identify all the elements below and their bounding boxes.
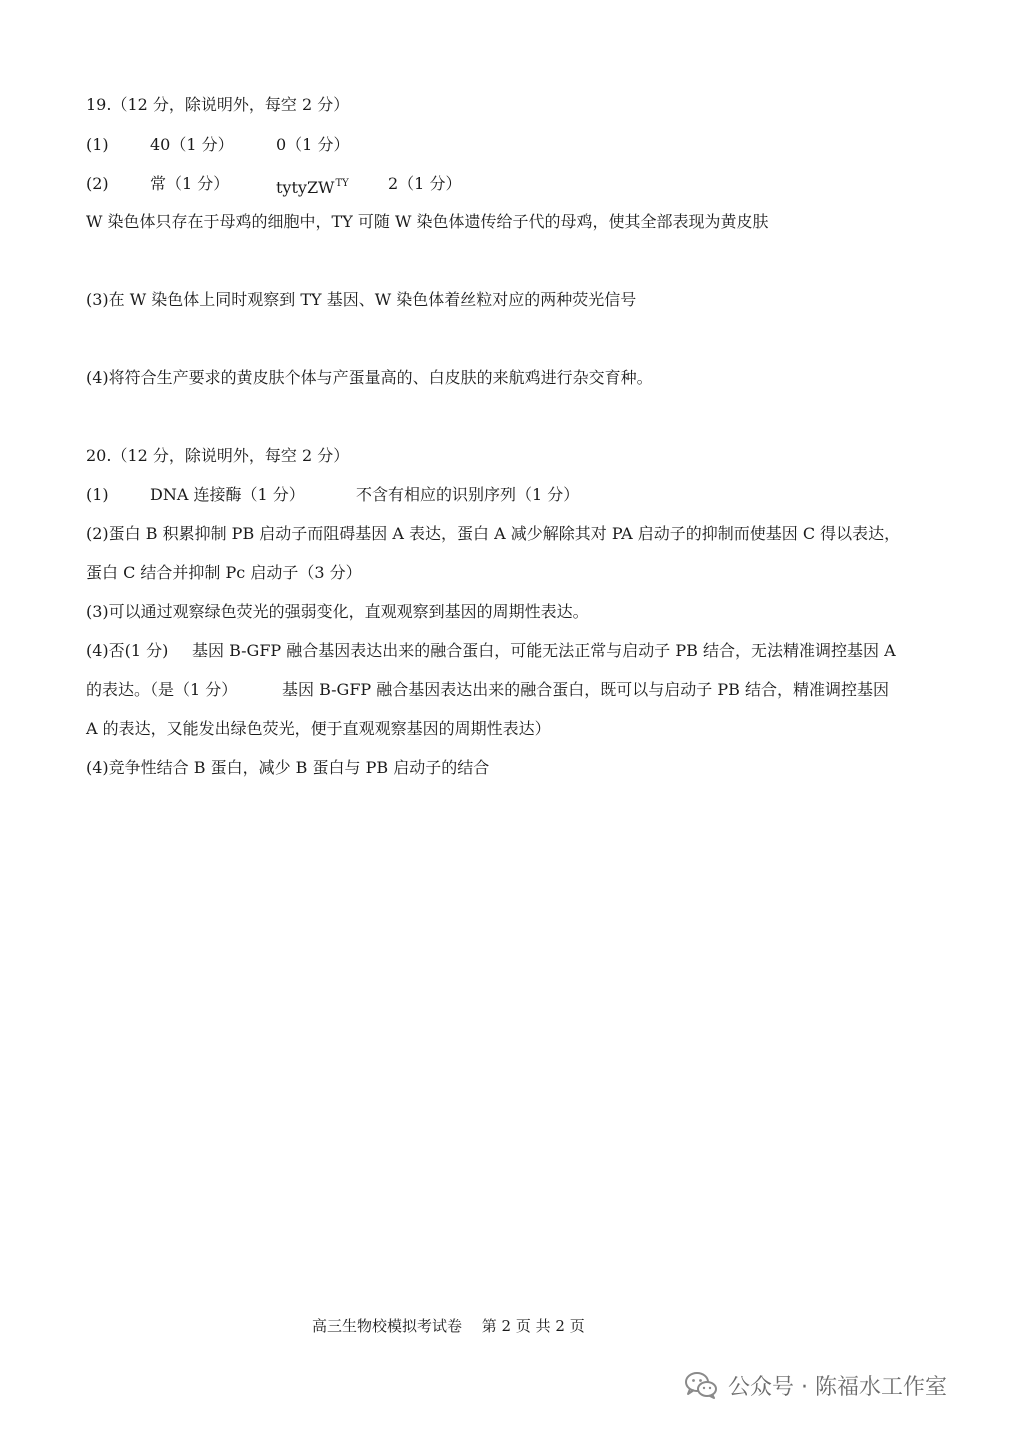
q19-part2-number: (2) — [86, 174, 109, 193]
q19-part1-answer-a: 40（1 分） — [150, 135, 234, 154]
q20-part4-verdict-no: (4)否(1 分) — [86, 641, 169, 660]
q20-part4-reason-no: 基因 B-GFP 融合基因表达出来的融合蛋白，可能无法正常与启动子 PB 结合，无法精准调控基因 A — [192, 641, 896, 660]
q20-part2-line1: (2)蛋白 B 积累抑制 PB 启动子而阻碍基因 A 表达，蛋白 A 减少解除其对 PA 启动子的抑制而使基因 C 得以表达， — [86, 524, 901, 543]
q19-part2-answer-a: 常（1 分） — [150, 174, 230, 193]
q19-part1-number: (1) — [86, 135, 109, 154]
wechat-icon — [684, 1370, 718, 1400]
q20-part2-line2: 蛋白 C 结合并抑制 Pc 启动子（3 分） — [86, 563, 362, 582]
q19-part3: (3)在 W 染色体上同时观察到 TY 基因、W 染色体着丝粒对应的两种荧光信号 — [86, 290, 637, 309]
q20-part4-line3: A 的表达，又能发出绿色荧光，便于直观观察基因的周期性表达） — [86, 719, 551, 738]
q19-part2-answer-c: 2（1 分） — [388, 174, 462, 193]
q19-part2-explanation: W 染色体只存在于母鸡的细胞中，TY 可随 W 染色体遗传给子代的母鸡，使其全部表现为黄皮肤 — [86, 212, 769, 231]
q19-part4: (4)将符合生产要求的黄皮肤个体与产蛋量高的、白皮肤的来航鸡进行杂交育种。 — [86, 368, 653, 387]
q20-header: 20.（12 分，除说明外，每空 2 分） — [86, 446, 350, 465]
q20-part4-reason-yes: 基因 B-GFP 融合基因表达出来的融合蛋白，既可以与启动子 PB 结合，精准调控基因 — [282, 680, 889, 699]
genotype-superscript: TY — [335, 178, 349, 189]
q19-part1-answer-b: 0（1 分） — [276, 135, 350, 154]
q19-header: 19.（12 分，除说明外，每空 2 分） — [86, 95, 350, 114]
q20-part5: (4)竞争性结合 B 蛋白，减少 B 蛋白与 PB 启动子的结合 — [86, 758, 490, 777]
q20-part1-answer-a: DNA 连接酶（1 分） — [150, 485, 305, 504]
q20-part4-verdict-yes: 的表达。（是（1 分） — [86, 680, 238, 699]
q19-part2-genotype — [276, 174, 349, 198]
q20-part1-number: (1) — [86, 485, 109, 504]
page-footer: 高三生物校模拟考试卷 第 2 页 共 2 页 — [312, 1317, 585, 1335]
q20-part1-answer-b: 不含有相应的识别序列（1 分） — [356, 485, 580, 504]
watermark — [684, 1368, 947, 1402]
q20-part3: (3)可以通过观察绿色荧光的强弱变化，直观观察到基因的周期性表达。 — [86, 602, 589, 621]
watermark-text: 公众号 · 陈福水工作室 — [728, 1374, 947, 1400]
genotype-base: tytyZW — [276, 178, 335, 197]
